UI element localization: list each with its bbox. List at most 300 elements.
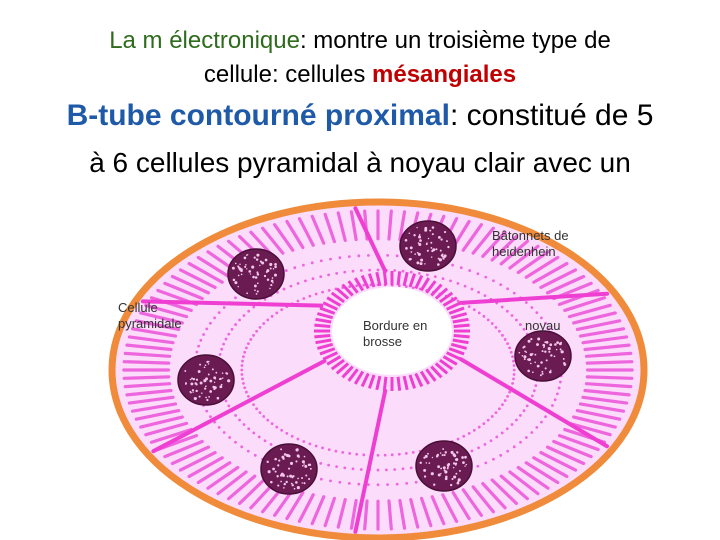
rod-dot bbox=[442, 277, 445, 280]
label-cellule-pyramidale bbox=[118, 300, 182, 332]
chromatin-dot bbox=[563, 358, 565, 360]
chromatin-dot bbox=[418, 236, 421, 239]
rod-dot bbox=[320, 478, 323, 481]
rod bbox=[124, 377, 168, 378]
rod-dot bbox=[357, 483, 360, 486]
chromatin-dot bbox=[437, 454, 439, 456]
rod-dot bbox=[321, 447, 324, 450]
chromatin-dot bbox=[542, 373, 544, 375]
microvillus bbox=[454, 336, 470, 337]
chromatin-dot bbox=[424, 263, 425, 264]
chromatin-dot bbox=[442, 253, 444, 255]
rod-dot bbox=[352, 270, 355, 273]
chromatin-dot bbox=[196, 379, 198, 381]
chromatin-dot bbox=[246, 292, 248, 294]
chromatin-dot bbox=[540, 374, 542, 376]
rod-dot bbox=[544, 415, 547, 418]
chromatin-dot bbox=[445, 451, 447, 453]
chromatin-dot bbox=[254, 285, 257, 288]
chromatin-dot bbox=[276, 475, 278, 477]
rod-dot bbox=[348, 452, 351, 455]
rod-dot bbox=[302, 440, 305, 443]
rod-dot bbox=[506, 310, 509, 313]
chromatin-dot bbox=[269, 263, 272, 266]
chromatin-dot bbox=[438, 473, 441, 476]
rod-dot bbox=[266, 318, 269, 321]
rod-dot bbox=[262, 322, 265, 325]
rod-dot bbox=[285, 432, 288, 435]
rod-dot bbox=[320, 259, 323, 262]
chromatin-dot bbox=[534, 361, 536, 363]
rod-dot bbox=[234, 441, 237, 444]
rod-dot bbox=[492, 279, 495, 282]
chromatin-dot bbox=[214, 382, 215, 383]
rod-dot bbox=[513, 292, 516, 295]
rod bbox=[587, 362, 631, 363]
rod-dot bbox=[234, 414, 237, 417]
chromatin-dot bbox=[280, 474, 283, 477]
chromatin-dot bbox=[193, 378, 195, 380]
chromatin-dot bbox=[556, 341, 559, 344]
chromatin-dot bbox=[556, 349, 557, 350]
chromatin-dot bbox=[450, 484, 452, 486]
rod-dot bbox=[240, 445, 243, 448]
chromatin-dot bbox=[284, 483, 286, 485]
nucleus bbox=[416, 441, 472, 491]
chromatin-dot bbox=[420, 262, 423, 265]
rod-dot bbox=[393, 468, 396, 471]
rod-dot bbox=[426, 273, 429, 276]
rod-dot bbox=[280, 308, 283, 311]
chromatin-dot bbox=[554, 356, 556, 358]
rod-dot bbox=[223, 306, 226, 309]
rod-dot bbox=[225, 400, 228, 403]
label-batonnets bbox=[492, 228, 569, 260]
rod-dot bbox=[297, 282, 300, 285]
rod-dot bbox=[334, 450, 337, 453]
microvillus bbox=[314, 336, 330, 337]
rod-dot bbox=[258, 436, 261, 439]
rod-dot bbox=[291, 435, 294, 438]
chromatin-dot bbox=[274, 458, 277, 461]
rod-dot bbox=[554, 398, 557, 401]
rod-dot bbox=[396, 254, 399, 257]
chromatin-dot bbox=[238, 286, 239, 287]
rod-dot bbox=[197, 345, 200, 348]
rod-dot bbox=[531, 394, 534, 397]
rod-dot bbox=[513, 373, 516, 376]
chromatin-dot bbox=[239, 263, 240, 264]
rod-dot bbox=[338, 481, 341, 484]
chromatin-dot bbox=[548, 351, 550, 353]
chromatin-dot bbox=[428, 462, 430, 464]
rod-dot bbox=[513, 369, 516, 372]
rod-dot bbox=[202, 333, 205, 336]
rod-dot bbox=[275, 312, 278, 315]
rod-dot bbox=[511, 382, 514, 385]
chromatin-dot bbox=[429, 230, 431, 232]
rod-dot bbox=[512, 360, 515, 363]
rod-dot bbox=[491, 322, 494, 325]
chromatin-dot bbox=[444, 470, 447, 473]
rod-dot bbox=[484, 461, 487, 464]
chromatin-dot bbox=[453, 454, 456, 457]
rod-dot bbox=[492, 458, 495, 461]
chromatin-dot bbox=[254, 257, 256, 259]
chromatin-dot bbox=[541, 371, 543, 373]
rod-dot bbox=[498, 407, 501, 410]
rod-dot bbox=[252, 334, 255, 337]
label-cellule-line-2: pyramidale bbox=[118, 316, 182, 331]
chromatin-dot bbox=[208, 396, 210, 398]
chromatin-dot bbox=[426, 462, 428, 464]
chromatin-dot bbox=[550, 354, 552, 356]
chromatin-dot bbox=[296, 448, 299, 451]
title-term-mesangiales: mésangiales bbox=[372, 61, 517, 88]
chromatin-dot bbox=[184, 370, 186, 372]
rod-dot bbox=[504, 338, 507, 341]
rod-dot bbox=[495, 411, 498, 414]
rod-dot bbox=[234, 296, 237, 299]
rod-dot bbox=[491, 415, 494, 418]
chromatin-dot bbox=[446, 240, 448, 242]
rod-dot bbox=[335, 465, 338, 468]
rod-dot bbox=[247, 450, 250, 453]
chromatin-dot bbox=[257, 282, 259, 284]
rod-dot bbox=[218, 426, 221, 429]
rod-dot bbox=[367, 254, 370, 257]
chromatin-dot bbox=[437, 465, 440, 468]
rod-dot bbox=[386, 483, 389, 486]
chromatin-dot bbox=[194, 397, 197, 400]
rod-dot bbox=[255, 330, 258, 333]
chromatin-dot bbox=[549, 343, 552, 346]
chromatin-dot bbox=[271, 280, 274, 283]
chromatin-dot bbox=[544, 350, 546, 352]
chromatin-dot bbox=[423, 457, 425, 459]
heading-rest: : constitué de 5 bbox=[449, 99, 654, 132]
rod bbox=[587, 377, 631, 378]
rod-dot bbox=[315, 293, 318, 296]
rod-dot bbox=[523, 409, 526, 412]
rod-dot bbox=[511, 423, 514, 426]
chromatin-dot bbox=[282, 474, 285, 477]
chromatin-dot bbox=[424, 475, 426, 477]
rod-dot bbox=[393, 269, 396, 272]
chromatin-dot bbox=[435, 248, 437, 250]
rod-dot bbox=[368, 269, 371, 272]
rod-dot bbox=[247, 427, 250, 430]
rod-dot bbox=[499, 283, 502, 286]
chromatin-dot bbox=[444, 254, 447, 257]
chromatin-dot bbox=[220, 378, 222, 380]
rod-dot bbox=[228, 436, 231, 439]
chromatin-dot bbox=[246, 254, 248, 256]
rod-dot bbox=[460, 266, 463, 269]
chromatin-dot bbox=[438, 236, 441, 239]
rod-dot bbox=[530, 431, 533, 434]
rod-dot bbox=[227, 333, 230, 336]
chromatin-dot bbox=[438, 258, 440, 260]
chromatin-dot bbox=[309, 464, 311, 466]
chromatin-dot bbox=[530, 353, 533, 356]
rod-dot bbox=[487, 419, 490, 422]
chromatin-dot bbox=[192, 391, 193, 392]
chromatin-dot bbox=[201, 392, 203, 394]
rod-dot bbox=[195, 351, 198, 354]
chromatin-dot bbox=[442, 454, 444, 456]
rod-dot bbox=[471, 450, 474, 453]
label-bordure-en-brosse bbox=[363, 318, 427, 350]
chromatin-dot bbox=[423, 469, 426, 472]
chromatin-dot bbox=[227, 379, 230, 382]
rod-dot bbox=[252, 432, 255, 435]
rod-dot bbox=[501, 306, 504, 309]
rod-dot bbox=[402, 270, 405, 273]
chromatin-dot bbox=[199, 396, 201, 398]
rod-dot bbox=[271, 315, 274, 318]
rod-dot bbox=[321, 291, 324, 294]
chromatin-dot bbox=[269, 288, 271, 290]
chromatin-dot bbox=[431, 256, 432, 257]
microvillus bbox=[398, 271, 400, 285]
chromatin-dot bbox=[257, 273, 260, 276]
chromatin-dot bbox=[248, 270, 251, 273]
chromatin-dot bbox=[233, 279, 236, 282]
chromatin-dot bbox=[280, 448, 282, 450]
chromatin-dot bbox=[523, 346, 525, 348]
chromatin-dot bbox=[437, 263, 440, 266]
rod-dot bbox=[255, 407, 258, 410]
chromatin-dot bbox=[212, 386, 215, 389]
rod-dot bbox=[241, 378, 244, 381]
chromatin-dot bbox=[432, 233, 434, 235]
rod-dot bbox=[484, 294, 487, 297]
rod-dot bbox=[499, 454, 502, 457]
rod-dot bbox=[515, 319, 518, 322]
rod-dot bbox=[410, 466, 413, 469]
rod-dot bbox=[449, 279, 452, 282]
rod-dot bbox=[510, 351, 513, 354]
rod-dot bbox=[410, 271, 413, 274]
chromatin-dot bbox=[455, 473, 457, 475]
rod-dot bbox=[506, 287, 509, 290]
chromatin-dot bbox=[245, 264, 247, 266]
chromatin-dot bbox=[462, 461, 465, 464]
chromatin-dot bbox=[432, 248, 435, 251]
chromatin-dot bbox=[427, 250, 429, 252]
chromatin-dot bbox=[198, 370, 201, 373]
chromatin-dot bbox=[545, 367, 547, 369]
rod-dot bbox=[231, 328, 234, 331]
chromatin-dot bbox=[283, 487, 285, 489]
rod-dot bbox=[220, 348, 223, 351]
nucleus-body bbox=[416, 441, 472, 491]
chromatin-dot bbox=[222, 377, 223, 378]
rod-dot bbox=[209, 322, 212, 325]
rod-dot bbox=[223, 431, 226, 434]
chromatin-dot bbox=[208, 374, 210, 376]
chromatin-dot bbox=[440, 452, 441, 453]
rod-dot bbox=[513, 445, 516, 448]
chromatin-dot bbox=[287, 475, 289, 477]
rod-dot bbox=[308, 295, 311, 298]
rod-dot bbox=[478, 312, 481, 315]
rod-dot bbox=[243, 314, 246, 317]
chromatin-dot bbox=[440, 473, 441, 474]
chromatin-dot bbox=[256, 258, 258, 260]
rod-dot bbox=[252, 306, 255, 309]
rod-dot bbox=[462, 435, 465, 438]
chromatin-dot bbox=[260, 260, 262, 262]
rod-dot bbox=[511, 314, 514, 317]
chromatin-dot bbox=[305, 474, 307, 476]
rod-dot bbox=[247, 342, 250, 345]
rod-dot bbox=[396, 483, 399, 486]
chromatin-dot bbox=[257, 290, 259, 292]
rod-dot bbox=[338, 256, 341, 259]
chromatin-dot bbox=[246, 268, 247, 269]
rod-dot bbox=[328, 448, 331, 451]
rod-dot bbox=[245, 347, 248, 350]
rod-dot bbox=[312, 277, 315, 280]
chromatin-dot bbox=[536, 343, 539, 346]
rod-dot bbox=[490, 439, 493, 442]
microvillus bbox=[454, 325, 470, 326]
rod-dot bbox=[252, 403, 255, 406]
rod-dot bbox=[558, 387, 561, 390]
rod-dot bbox=[329, 479, 332, 482]
rod-dot bbox=[327, 273, 330, 276]
chromatin-dot bbox=[200, 382, 203, 385]
rod-dot bbox=[476, 272, 479, 275]
rod-dot bbox=[377, 469, 380, 472]
chromatin-dot bbox=[221, 384, 223, 386]
rod-dot bbox=[501, 432, 504, 435]
chromatin-dot bbox=[281, 456, 284, 459]
chromatin-dot bbox=[455, 459, 457, 461]
chromatin-dot bbox=[278, 460, 280, 462]
chromatin-dot bbox=[301, 477, 303, 479]
rod-dot bbox=[412, 451, 415, 454]
rod-dot bbox=[525, 436, 528, 439]
rod-dot bbox=[498, 330, 501, 333]
chromatin-dot bbox=[215, 372, 217, 374]
rod-dot bbox=[243, 386, 246, 389]
chromatin-dot bbox=[409, 232, 411, 234]
rod-dot bbox=[227, 404, 230, 407]
rod-dot bbox=[360, 269, 363, 272]
chromatin-dot bbox=[409, 258, 411, 260]
label-bordure-line-2: brosse bbox=[363, 334, 403, 349]
chromatin-dot bbox=[530, 363, 532, 365]
chromatin-dot bbox=[274, 263, 277, 266]
chromatin-dot bbox=[302, 465, 304, 467]
rod-dot bbox=[506, 427, 509, 430]
rod-dot bbox=[519, 323, 522, 326]
chromatin-dot bbox=[304, 456, 306, 458]
chromatin-dot bbox=[199, 364, 201, 366]
chromatin-dot bbox=[530, 338, 532, 340]
rod-dot bbox=[384, 454, 387, 457]
chromatin-dot bbox=[205, 397, 207, 399]
rod-dot bbox=[352, 467, 355, 470]
rod-dot bbox=[205, 327, 208, 330]
chromatin-dot bbox=[277, 464, 279, 466]
rod-dot bbox=[533, 389, 536, 392]
rod-dot bbox=[551, 404, 554, 407]
rod-dot bbox=[311, 261, 314, 264]
label-batonnets-line-2: heidenhein bbox=[492, 244, 556, 259]
chromatin-dot bbox=[209, 390, 212, 393]
chromatin-dot bbox=[204, 367, 206, 369]
rod-dot bbox=[464, 285, 467, 288]
chromatin-dot bbox=[291, 483, 293, 485]
chromatin-dot bbox=[432, 226, 435, 229]
rod-dot bbox=[264, 439, 267, 442]
chromatin-dot bbox=[205, 364, 207, 366]
chromatin-dot bbox=[440, 259, 441, 260]
chromatin-dot bbox=[456, 451, 458, 453]
chromatin-dot bbox=[419, 462, 421, 464]
chromatin-dot bbox=[191, 377, 193, 379]
chromatin-dot bbox=[537, 337, 540, 340]
rod-dot bbox=[218, 311, 221, 314]
chromatin-dot bbox=[523, 355, 526, 358]
chromatin-dot bbox=[308, 478, 310, 480]
rod-dot bbox=[259, 326, 262, 329]
rod-dot bbox=[304, 279, 307, 282]
title-line-2-start: cellule: cellules bbox=[203, 61, 372, 88]
chromatin-dot bbox=[427, 453, 429, 455]
rod-dot bbox=[477, 446, 480, 449]
chromatin-dot bbox=[554, 343, 557, 346]
chromatin-dot bbox=[297, 486, 300, 489]
rod-dot bbox=[535, 311, 538, 314]
rod-dot bbox=[209, 415, 212, 418]
rod-dot bbox=[241, 373, 244, 376]
chromatin-dot bbox=[275, 471, 277, 473]
rod-dot bbox=[386, 254, 389, 257]
microvillus bbox=[384, 271, 386, 285]
rod-dot bbox=[471, 288, 474, 291]
chromatin-dot bbox=[273, 268, 274, 269]
chromatin-dot bbox=[206, 399, 208, 401]
chromatin-dot bbox=[241, 273, 243, 275]
label-noyau: noyau bbox=[525, 318, 561, 333]
rod-dot bbox=[348, 482, 351, 485]
rod-dot bbox=[327, 464, 330, 467]
rod-dot bbox=[495, 436, 498, 439]
chromatin-dot bbox=[431, 472, 434, 475]
rod-dot bbox=[512, 378, 515, 381]
rod-dot bbox=[473, 308, 476, 311]
title-term-microscopie: La m électronique bbox=[109, 27, 300, 54]
chromatin-dot bbox=[251, 266, 254, 269]
rod-dot bbox=[484, 443, 487, 446]
rod-dot bbox=[290, 285, 293, 288]
rod-dot bbox=[308, 442, 311, 445]
chromatin-dot bbox=[418, 253, 421, 256]
chromatin-dot bbox=[418, 242, 420, 244]
chromatin-dot bbox=[225, 372, 227, 374]
chromatin-dot bbox=[458, 478, 461, 481]
chromatin-dot bbox=[272, 277, 274, 279]
chromatin-dot bbox=[550, 370, 551, 371]
rod-dot bbox=[283, 288, 286, 291]
chromatin-dot bbox=[542, 350, 544, 352]
chromatin-dot bbox=[272, 282, 273, 283]
